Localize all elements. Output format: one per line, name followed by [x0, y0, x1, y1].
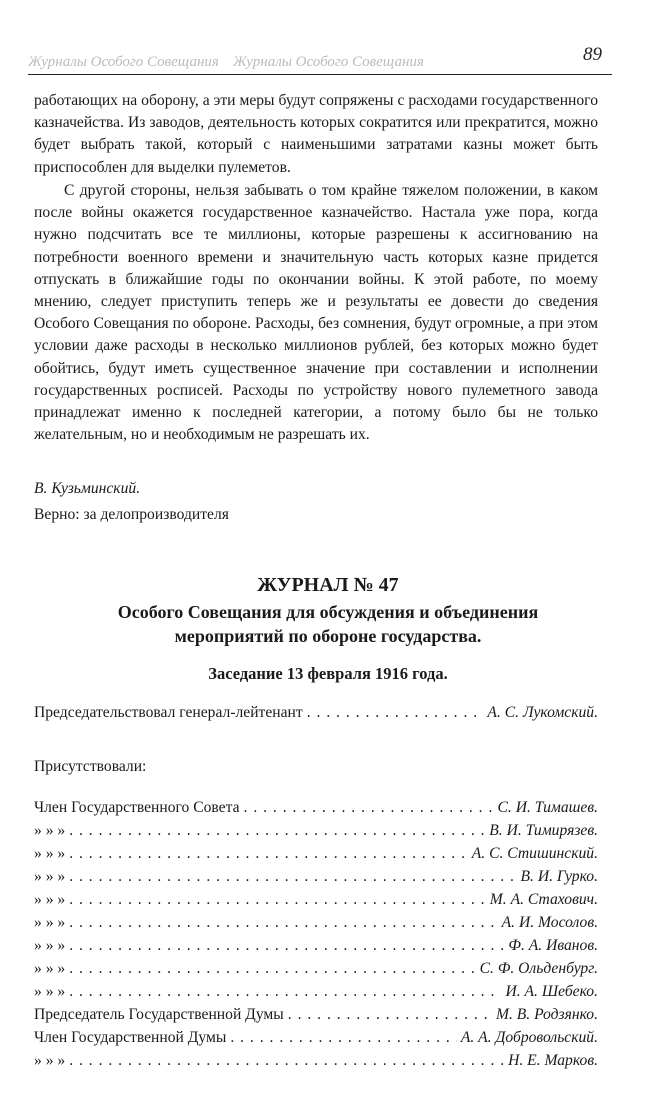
- member-row: [34, 820, 598, 842]
- member-row: [34, 912, 598, 934]
- member-role: Член Государственной Думы: [34, 1029, 227, 1046]
- journal-subtitle: [28, 600, 628, 648]
- member-row: [34, 889, 598, 911]
- member-name: С. И. Тимашев.: [497, 799, 598, 816]
- journal-subtitle-line1: Особого Совещания для обсуждения и объединения: [117, 602, 539, 622]
- certified-note: Верно: за делопроизводителя: [34, 506, 229, 523]
- member-role-ditto: » » »: [34, 891, 66, 908]
- paragraph-treasury-text: С другой стороны, нельзя забывать о том крайне тяжелом положении, в каком после войны окажется государственное казначейство. Настала уже пора, когда нужно подсчитать все те миллионы, которые разрешены к ассигнованию на потребности военного времени и значительную часть которых казне придется отпускать в ближайшие годы по окончании войны. К этой работе, по моему мнению, следует приступить теперь же и результаты ее довести до сведения Особого Совещания по обороне. Расходы, без сомнения, будут огромные, а при этом условии даже расходы в несколько миллионов рублей, без которых можно будет обойтись, будут иметь существенное значение при составлении и исполнении государственных росписей. Расходы по устройству нового пулеметного завода принадлежат именно к последней категории, а потому было бы не только желательным, но и необходимым не разрешать их.: [34, 182, 598, 444]
- member-name: Н. Е. Марков.: [508, 1052, 598, 1069]
- leader-dots: [69, 889, 486, 911]
- paragraph-treasury: [34, 180, 598, 446]
- member-name: И. А. Шебеко.: [505, 983, 598, 1000]
- member-role-ditto: » » »: [34, 937, 66, 954]
- member-role-ditto: » » »: [34, 868, 66, 885]
- member-name: В. И. Гурко.: [520, 868, 598, 885]
- member-role-ditto: » » »: [34, 822, 66, 839]
- page-number: 89: [583, 44, 602, 65]
- leader-dots: [69, 820, 485, 842]
- chairman-name: А. С. Лукомский.: [487, 704, 598, 721]
- member-name: А. С. Стишинский.: [471, 845, 598, 862]
- member-row: [34, 843, 598, 865]
- leader-dots: [69, 935, 504, 957]
- member-row: [34, 958, 598, 980]
- member-name: М. В. Родзянко.: [495, 1006, 598, 1023]
- leader-dots: [244, 797, 494, 819]
- member-role-ditto: » » »: [34, 1052, 66, 1069]
- leader-dots: [69, 981, 501, 1003]
- signature: В. Кузьминский.: [34, 480, 141, 497]
- journal-subtitle-line2: мероприятий по обороне государства.: [174, 626, 482, 646]
- member-name: Ф. А. Иванов.: [508, 937, 598, 954]
- member-role-ditto: » » »: [34, 960, 66, 977]
- leader-dots: [288, 1004, 492, 1026]
- member-role-ditto: » » »: [34, 914, 66, 931]
- present-label: Присутствовали:: [34, 758, 147, 775]
- member-row: [34, 935, 598, 957]
- running-head-right: Журналы Особого Совещания: [233, 54, 424, 70]
- page-header: [28, 40, 612, 75]
- member-name: В. И. Тимирязев.: [489, 822, 598, 839]
- member-role: Председатель Государственной Думы: [34, 1006, 284, 1023]
- journal-title: ЖУРНАЛ № 47: [257, 574, 399, 596]
- leader-dots: [69, 843, 468, 865]
- paragraph-continuation: работающих на оборону, а эти меры будут сопряжены с расходами государственного казначейства. Из заводов, деятельность которых сократится или прекратится, можно будет выбрать такой, который с наименьшими затратами казны может быть приспособлен для выделки пулеметов.: [34, 92, 598, 176]
- chairman-role: Председательствовал генерал-лейтенант: [34, 704, 303, 721]
- member-name: С. Ф. Ольденбург.: [479, 960, 598, 977]
- member-role-ditto: » » »: [34, 845, 66, 862]
- leader-dots: [69, 912, 497, 934]
- member-row: [34, 1004, 598, 1026]
- member-row: [34, 866, 598, 888]
- leader-dots: [307, 702, 484, 724]
- member-name: А. А. Добровольский.: [460, 1029, 598, 1046]
- member-row: [34, 1050, 598, 1072]
- member-row: [34, 797, 598, 819]
- leader-dots: [69, 958, 475, 980]
- member-name: А. И. Мосолов.: [501, 914, 598, 931]
- leader-dots: [69, 866, 516, 888]
- member-role: Член Государственного Совета: [34, 799, 240, 816]
- member-row: [34, 1027, 598, 1049]
- leader-dots: [69, 1050, 504, 1072]
- running-head-left: Журналы Особого Совещания: [28, 54, 219, 70]
- member-name: М. А. Стахович.: [489, 891, 598, 908]
- chairman-row: [34, 702, 598, 724]
- session-date: Заседание 13 февраля 1916 года.: [208, 664, 448, 683]
- member-role-ditto: » » »: [34, 983, 66, 1000]
- member-row: [34, 981, 598, 1003]
- leader-dots: [230, 1027, 457, 1049]
